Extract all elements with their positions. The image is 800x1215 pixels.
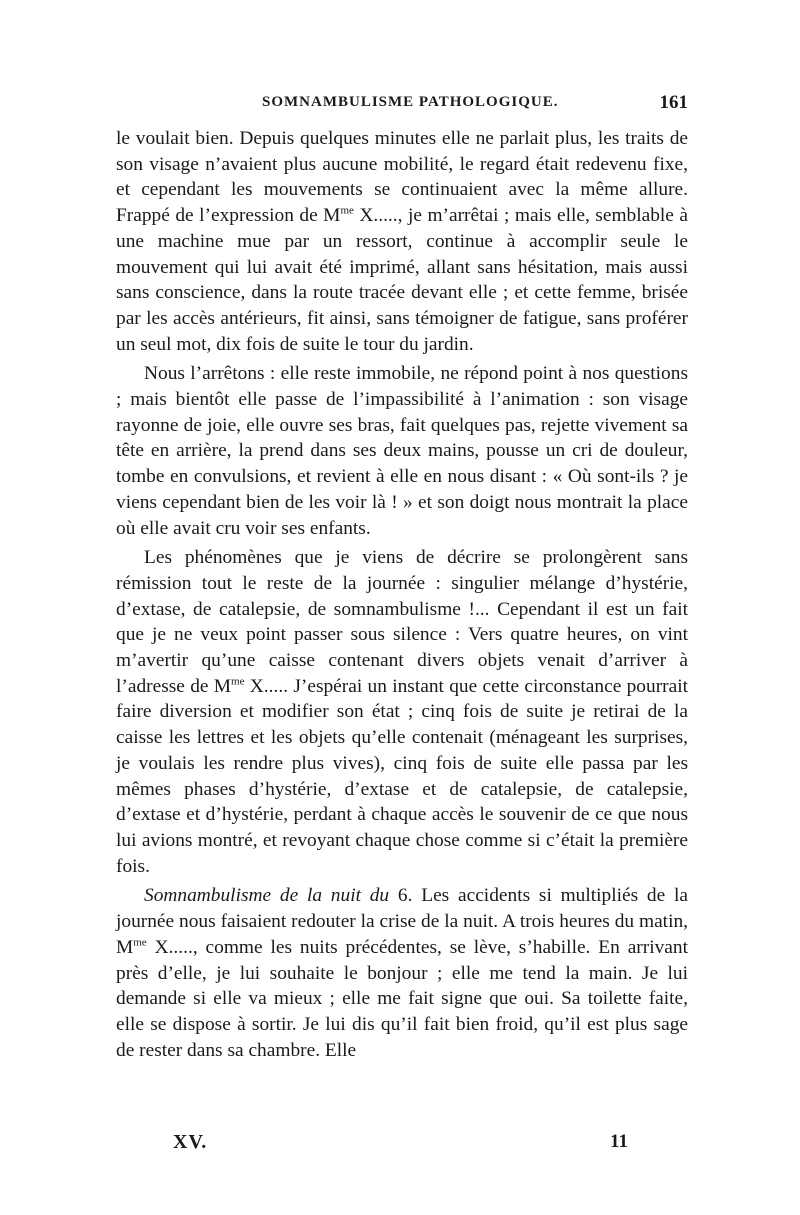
paragraph-text: X....., je m’arrêtai ; mais elle, semblable à une machine mue par un ressort, continue à accomplir seule le mouvement qui lui avait été imprimé, allant sans hésitation, mais aussi sans conscience, dans la route tracée devant elle ; et cette femme, brisée par les accès antérieurs, fit ainsi, sans témoigner de fatigue, sans proférer un seul mot, dix fois de suite le tour du jardin. xyxy=(116,205,689,355)
footer xyxy=(116,1131,688,1157)
section-heading-italic: Somnambulisme de la nuit du xyxy=(144,885,390,907)
signature-number: 11 xyxy=(610,1131,628,1152)
running-title: SOMNAMBULISME PATHOLOGIQUE. xyxy=(262,94,559,110)
superscript: me xyxy=(340,204,354,217)
superscript: me xyxy=(231,675,245,688)
paragraph-text: Les phénomènes que je viens de décrire se prolongèrent sans rémission tout le reste de la journée : singulier mélange d’hystérie, d’extase, de catalepsie, de somnambulisme !... Cependant il est un fait que je ne veux point passer sous silence : Vers quatre heures, on vint m’avertir qu’une caisse contenant divers objets venait d’arriver à l’adresse de M xyxy=(116,547,688,697)
paragraph-text: 6. Les accidents si multipliés de la journée nous faisaient redouter la crise de la nuit. A trois heures du matin, M xyxy=(116,885,688,958)
paragraph-text: Nous l’arrêtons : elle reste immobile, ne répond point à nos questions ; mais bientôt elle passe de l’impassibilité à l’animation : son visage rayonne de joie, elle ouvre ses bras, fait quelques pas, rejette vivement sa tête en arrière, la prend dans ses deux mains, pousse un cri de douleur, tombe en convulsions, et revient à elle en nous disant : « Où sont-ils ? je viens cependant bien de les voir là ! » et son doigt nous montrait la place où elle avait cru voir ses enfants. xyxy=(116,363,688,539)
page-number: 161 xyxy=(659,92,688,113)
superscript: me xyxy=(133,936,147,949)
paragraph-4 xyxy=(116,883,688,1063)
body-text xyxy=(116,126,688,1063)
paragraph-2 xyxy=(116,361,688,545)
paragraph-text: le voulait bien. Depuis quelques minutes elle ne parlait plus, les traits de son visage n’avaient plus aucune mobilité, le regard était redevenu fixe, et cependant les mouvements se continuaient avec la même allure. Frappé de l’expression de M xyxy=(116,128,688,227)
paragraph-text: X..... J’espérai un instant que cette circonstance pourrait faire diversion et modifier son état ; cinq fois de suite je retirai de la caisse les lettres et les objets qu’elle contenait (ménageant les surprises, je voulais les rendre plus vives), cinq fois de suite elle passa par les mêmes phases d’hystérie, d’extase et de catalepsie, de catalepsie, d’extase et d’hystérie, perdant à chaque accès le souvenir de ce que nous lui avions montré, et revoyant chaque chose comme si c’était la première fois. xyxy=(116,675,688,877)
signature-mark: XV. xyxy=(173,1131,208,1153)
paragraph-3 xyxy=(116,545,688,883)
paragraph-1 xyxy=(116,126,688,361)
paragraph-text: X....., comme les nuits précédentes, se lève, s’habille. En arrivant près d’elle, je lui souhaite le bonjour ; elle me tend la main. Je lui demande si elle va mieux ; elle me fait signe que oui. Sa toilette faite, elle se dispose à sortir. Je lui dis qu’il fait bien froid, qu’il est plus sage de rester dans sa chambre. Elle xyxy=(116,936,688,1061)
running-head xyxy=(116,94,688,118)
